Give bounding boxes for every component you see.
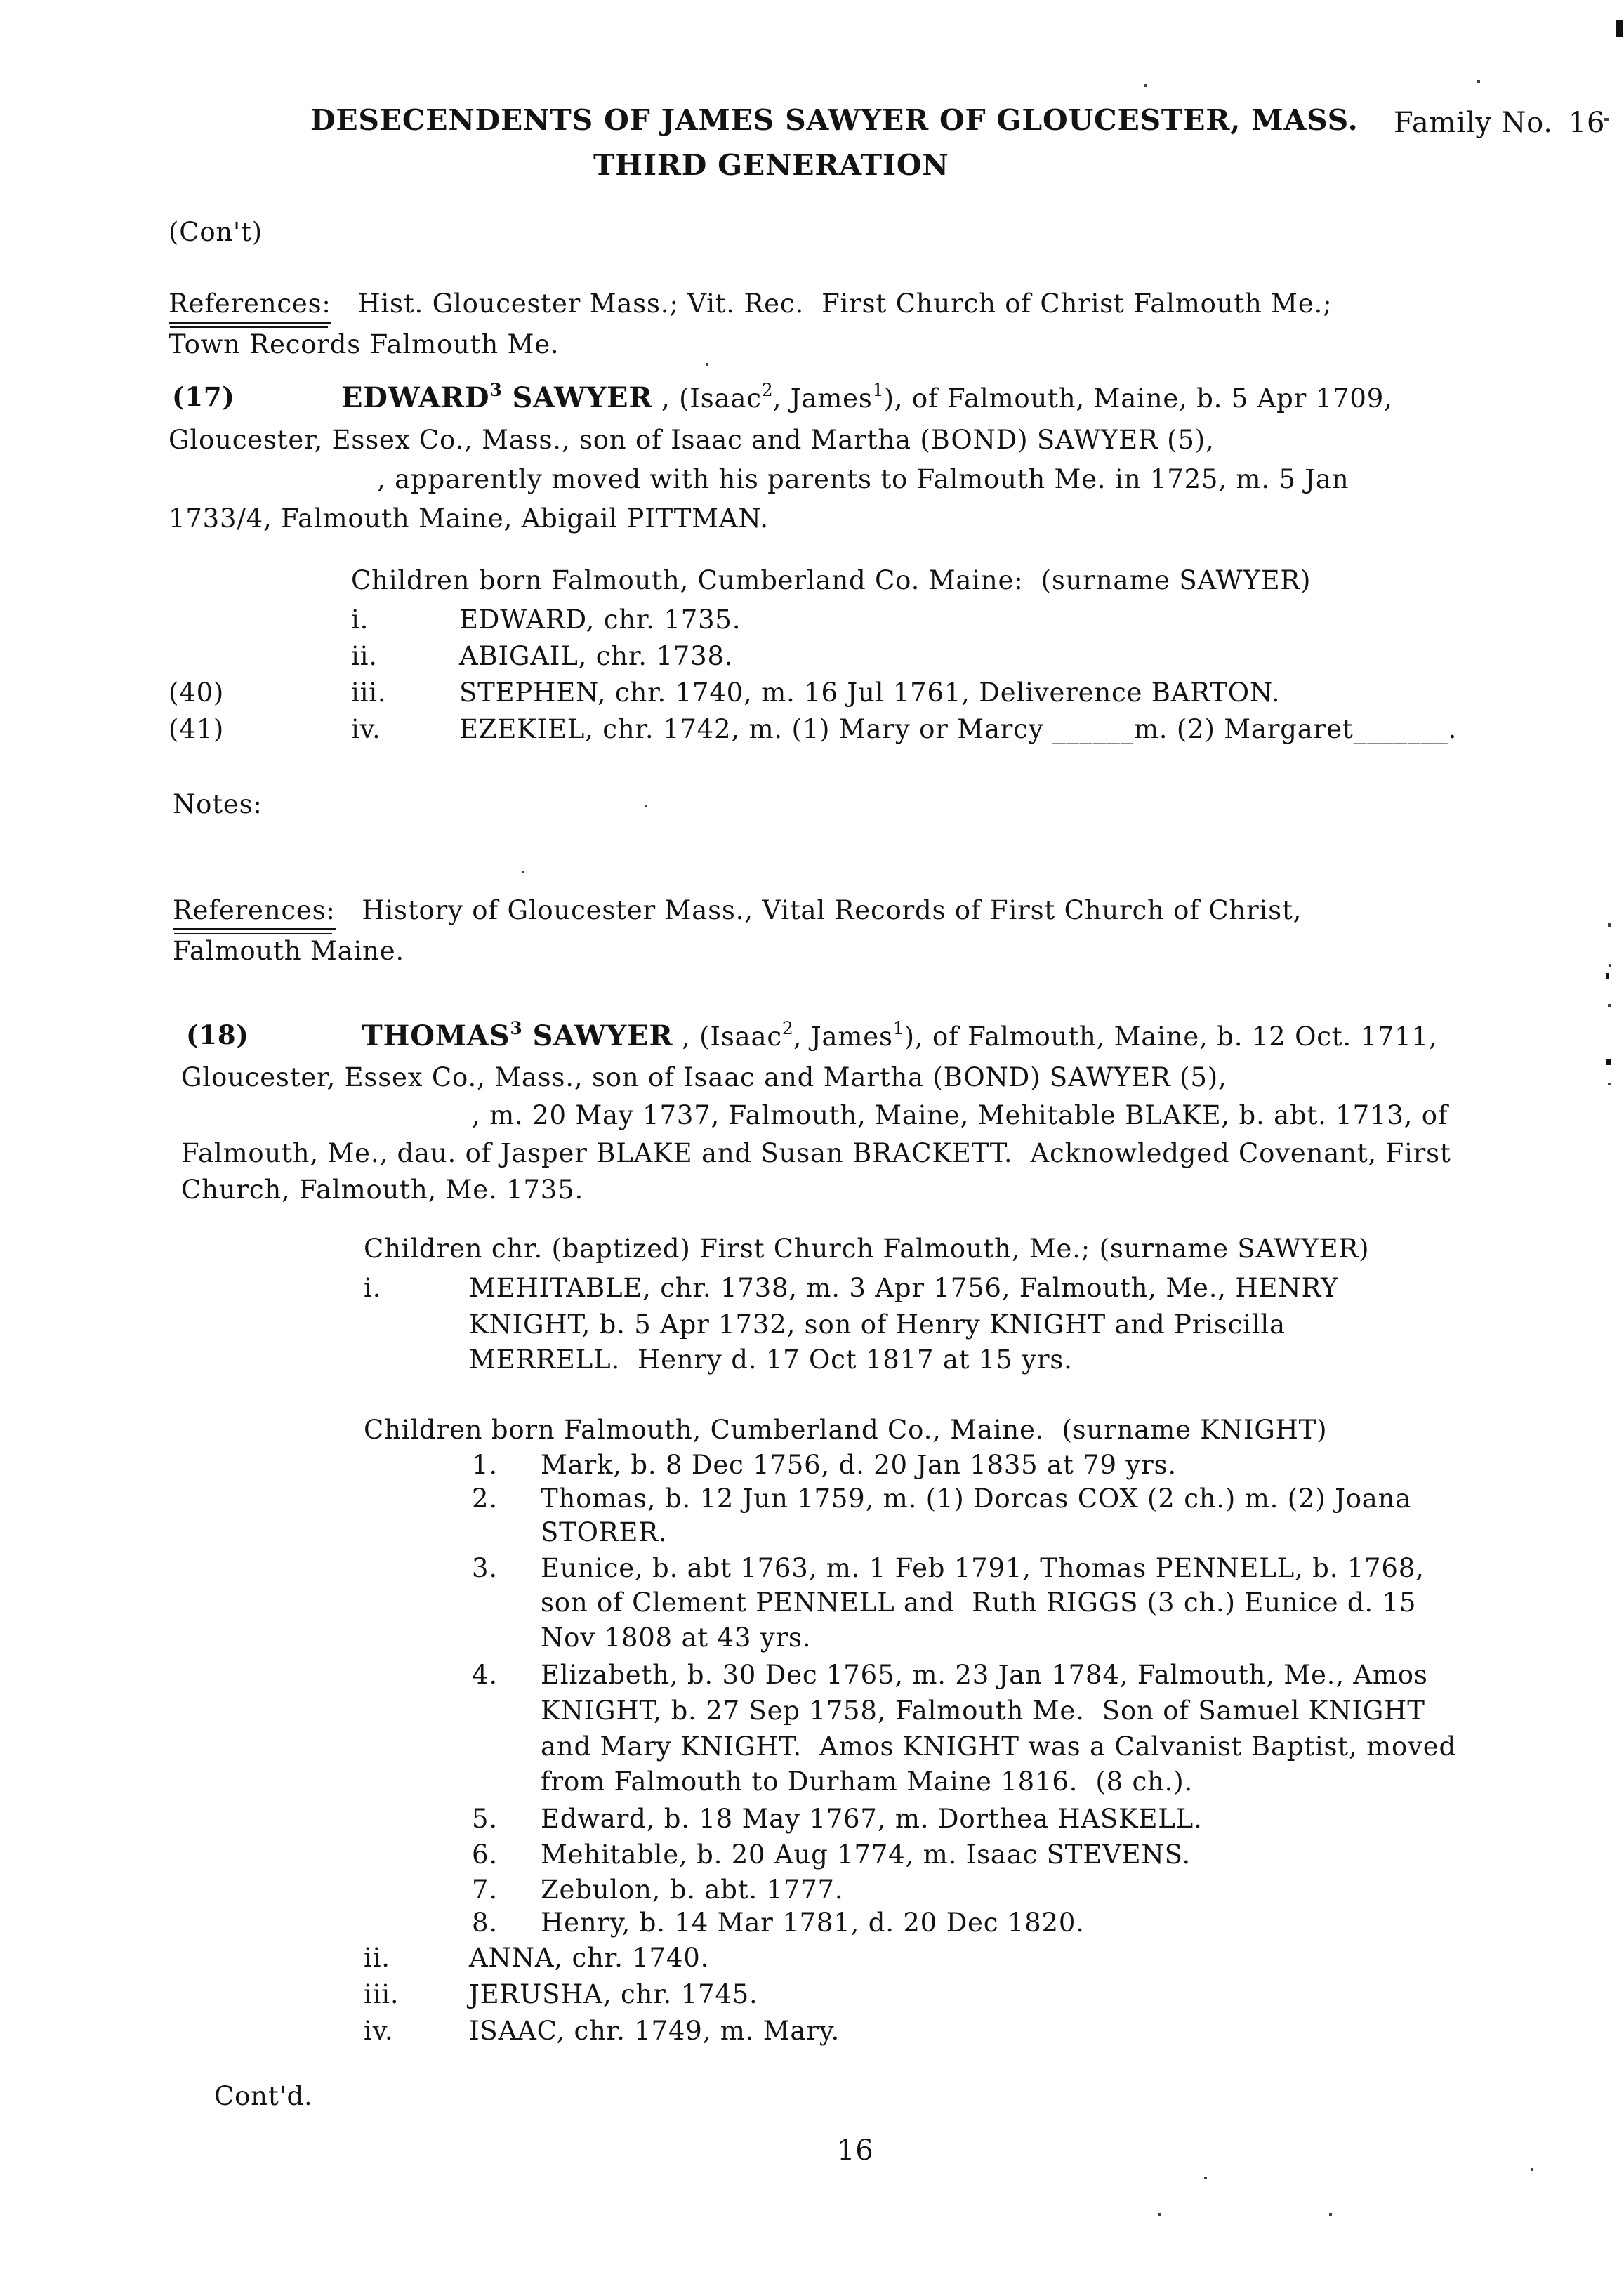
child-roman-numeral: iv. [351,714,381,744]
grandchild-entry-line: Henry, b. 14 Mar 1781, d. 20 Dec 1820. [541,1908,1085,1938]
scan-artifact [1608,1083,1611,1085]
family-17-surname: SAWYER [501,381,653,414]
generation-superscript: 3 [510,1018,522,1038]
child-entry-line: MEHITABLE, chr. 1738, m. 3 Apr 1756, Falmouth, Me., HENRY [469,1273,1339,1303]
scan-artifact [1144,84,1147,87]
child-roman-numeral: i. [351,605,369,635]
family-18-surname: SAWYER [522,1019,673,1052]
references-top-label: References: [169,289,331,324]
family-number [1394,107,1605,139]
notes-label: Notes: [173,789,263,819]
child-roman-numeral: iii. [351,678,387,708]
scan-artifact [1329,2213,1332,2216]
grandchild-entry-line: Mehitable, b. 20 Aug 1774, m. Isaac STEVENS. [541,1840,1191,1870]
references-mid-line1 [173,896,1302,930]
family-18-paragraph-line3: , m. 20 May 1737, Falmouth, Maine, Mehitable BLAKE, b. abt. 1713, of [472,1100,1448,1130]
scan-artifact [1608,923,1611,927]
references-top-line1 [169,289,1332,324]
child-entry: ANNA, chr. 1740. [469,1943,710,1973]
child-roman-numeral: iv. [364,2016,394,2046]
family-17-name: EDWARD [341,381,490,414]
scan-artifact [1609,964,1611,967]
family-17-heading [341,382,1393,414]
grandchild-entry-line: Eunice, b. abt 1763, m. 1 Feb 1791, Thomas PENNELL, b. 1768, [541,1553,1425,1583]
generation-superscript: 1 [892,1018,904,1038]
family-17-number: (17) [172,381,235,412]
family-18-paragraph-line4: Falmouth, Me., dau. of Jasper BLAKE and Susan BRACKETT. Acknowledged Covenant, First [181,1138,1451,1168]
family-number-value: 16 [1568,107,1606,139]
child-roman-numeral: ii. [351,641,378,671]
scan-artifact [1616,20,1623,37]
grandchild-entry-line: Mark, b. 8 Dec 1756, d. 20 Jan 1835 at 79 yrs. [541,1450,1177,1480]
grandchild-number: 1. [472,1450,498,1480]
grandchild-number: 6. [472,1840,498,1870]
family-18-name: THOMAS [362,1019,510,1052]
scan-artifact [1158,2213,1161,2216]
family-17-paragraph-line3: , apparently moved with his parents to Falmouth Me. in 1725, m. 5 Jan [377,464,1349,494]
grandchild-number: 4. [472,1660,498,1690]
generation-superscript: 2 [781,1018,793,1038]
grandchild-number: 7. [472,1875,498,1905]
child-entry: ISAAC, chr. 1749, m. Mary. [469,2016,840,2046]
child-entry: STEPHEN, chr. 1740, m. 16 Jul 1761, Deliverence BARTON. [459,678,1281,708]
family-17-birth-info: ), of Falmouth, Maine, b. 5 Apr 1709, [883,383,1393,414]
grandchild-entry-line: son of Clement PENNELL and Ruth RIGGS (3 ch.) Eunice d. 15 [541,1587,1417,1618]
references-mid-line2: Falmouth Maine. [173,936,404,966]
grandchild-entry-line: Edward, b. 18 May 1767, m. Dorthea HASKELL. [541,1804,1203,1834]
family-17-lineage: , (Isaac [652,383,762,414]
family-18-birth-info: ), of Falmouth, Maine, b. 12 Oct. 1711, [904,1022,1438,1052]
family-18-paragraph-line2: Gloucester, Essex Co., Mass., son of Isaac and Martha (BOND) SAWYER (5), [181,1062,1227,1092]
generation-superscript: 3 [489,380,502,400]
child-entry-line: MERRELL. Henry d. 17 Oct 1817 at 15 yrs. [469,1345,1073,1375]
grandchildren-header: Children born Falmouth, Cumberland Co., Maine. (surname KNIGHT) [364,1415,1328,1445]
scan-artifact [1606,1059,1611,1065]
grandchild-entry-line: from Falmouth to Durham Maine 1816. (8 ch.). [541,1766,1193,1797]
references-top-line2: Town Records Falmouth Me. [169,329,560,359]
family-18-lineage: , James [793,1022,893,1052]
grandchild-number: 2. [472,1484,498,1514]
child-roman-numeral: ii. [364,1943,390,1973]
references-top-text1: Hist. Gloucester Mass.; Vit. Rec. First Church of Christ Falmouth Me.; [357,289,1333,319]
scan-artifact [522,871,524,873]
grandchild-entry-line: Elizabeth, b. 30 Dec 1765, m. 23 Jan 1784, Falmouth, Me., Amos [541,1660,1428,1690]
grandchild-entry-line: Nov 1808 at 43 yrs. [541,1623,812,1653]
child-roman-numeral: iii. [364,1979,400,2009]
child-entry: JERUSHA, chr. 1745. [469,1979,758,2009]
family-18-number: (18) [186,1019,249,1050]
child-entry: ABIGAIL, chr. 1738. [459,641,734,671]
scan-artifact [645,805,647,807]
grandchild-entry-line: Zebulon, b. abt. 1777. [541,1875,844,1905]
family-18-children-header: Children chr. (baptized) First Church Falmouth, Me.; (surname SAWYER) [364,1234,1370,1264]
continued-note: Cont'd. [214,2081,313,2111]
child-family-ref: (41) [169,714,225,744]
generation-superscript: 1 [872,380,884,400]
references-mid-text1: History of Gloucester Mass., Vital Records of First Church of Christ, [362,895,1302,925]
child-entry: EZEKIEL, chr. 1742, m. (1) Mary or Marcy ______m. (2) Margaret_______. [459,714,1458,744]
scan-artifact [1606,973,1609,979]
continued-from-note: (Con't) [169,217,263,247]
grandchild-entry-line: STORER. [541,1517,668,1547]
family-18-heading [362,1020,1437,1052]
family-number-label: Family No. [1394,107,1553,139]
generation-superscript: 2 [761,380,773,400]
child-entry: EDWARD, chr. 1735. [459,605,741,635]
scan-artifact [1531,2168,1533,2171]
page-number: 16 [837,2134,874,2167]
doc-title-line2: THIRD GENERATION [593,148,949,182]
scan-artifact [1204,2177,1207,2179]
doc-title-line1: DESECENDENTS OF JAMES SAWYER OF GLOUCESTER, MASS. [310,103,1359,137]
grandchild-entry-line: Thomas, b. 12 Jun 1759, m. (1) Dorcas COX (2 ch.) m. (2) Joana [541,1484,1412,1514]
scan-artifact [1608,1004,1611,1007]
family-17-children-header: Children born Falmouth, Cumberland Co. Maine: (surname SAWYER) [351,565,1312,595]
grandchild-number: 5. [472,1804,498,1834]
scan-artifact [706,363,708,366]
family-17-paragraph-line4: 1733/4, Falmouth Maine, Abigail PITTMAN. [169,503,769,534]
grandchild-entry-line: and Mary KNIGHT. Amos KNIGHT was a Calvanist Baptist, moved [541,1731,1456,1762]
grandchild-number: 3. [472,1553,498,1583]
family-18-paragraph-line5: Church, Falmouth, Me. 1735. [181,1175,584,1205]
family-18-lineage: , (Isaac [673,1022,782,1052]
family-17-paragraph-line2: Gloucester, Essex Co., Mass., son of Isaac and Martha (BOND) SAWYER (5), [169,425,1215,455]
grandchild-number: 8. [472,1908,498,1938]
family-17-lineage: , James [772,383,873,414]
scan-artifact [1477,80,1480,83]
references-mid-label: References: [173,896,336,930]
child-family-ref: (40) [169,678,225,708]
child-entry-line: KNIGHT, b. 5 Apr 1732, son of Henry KNIGHT and Priscilla [469,1309,1286,1340]
grandchild-entry-line: KNIGHT, b. 27 Sep 1758, Falmouth Me. Son of Samuel KNIGHT [541,1696,1425,1726]
child-roman-numeral: i. [364,1273,382,1303]
